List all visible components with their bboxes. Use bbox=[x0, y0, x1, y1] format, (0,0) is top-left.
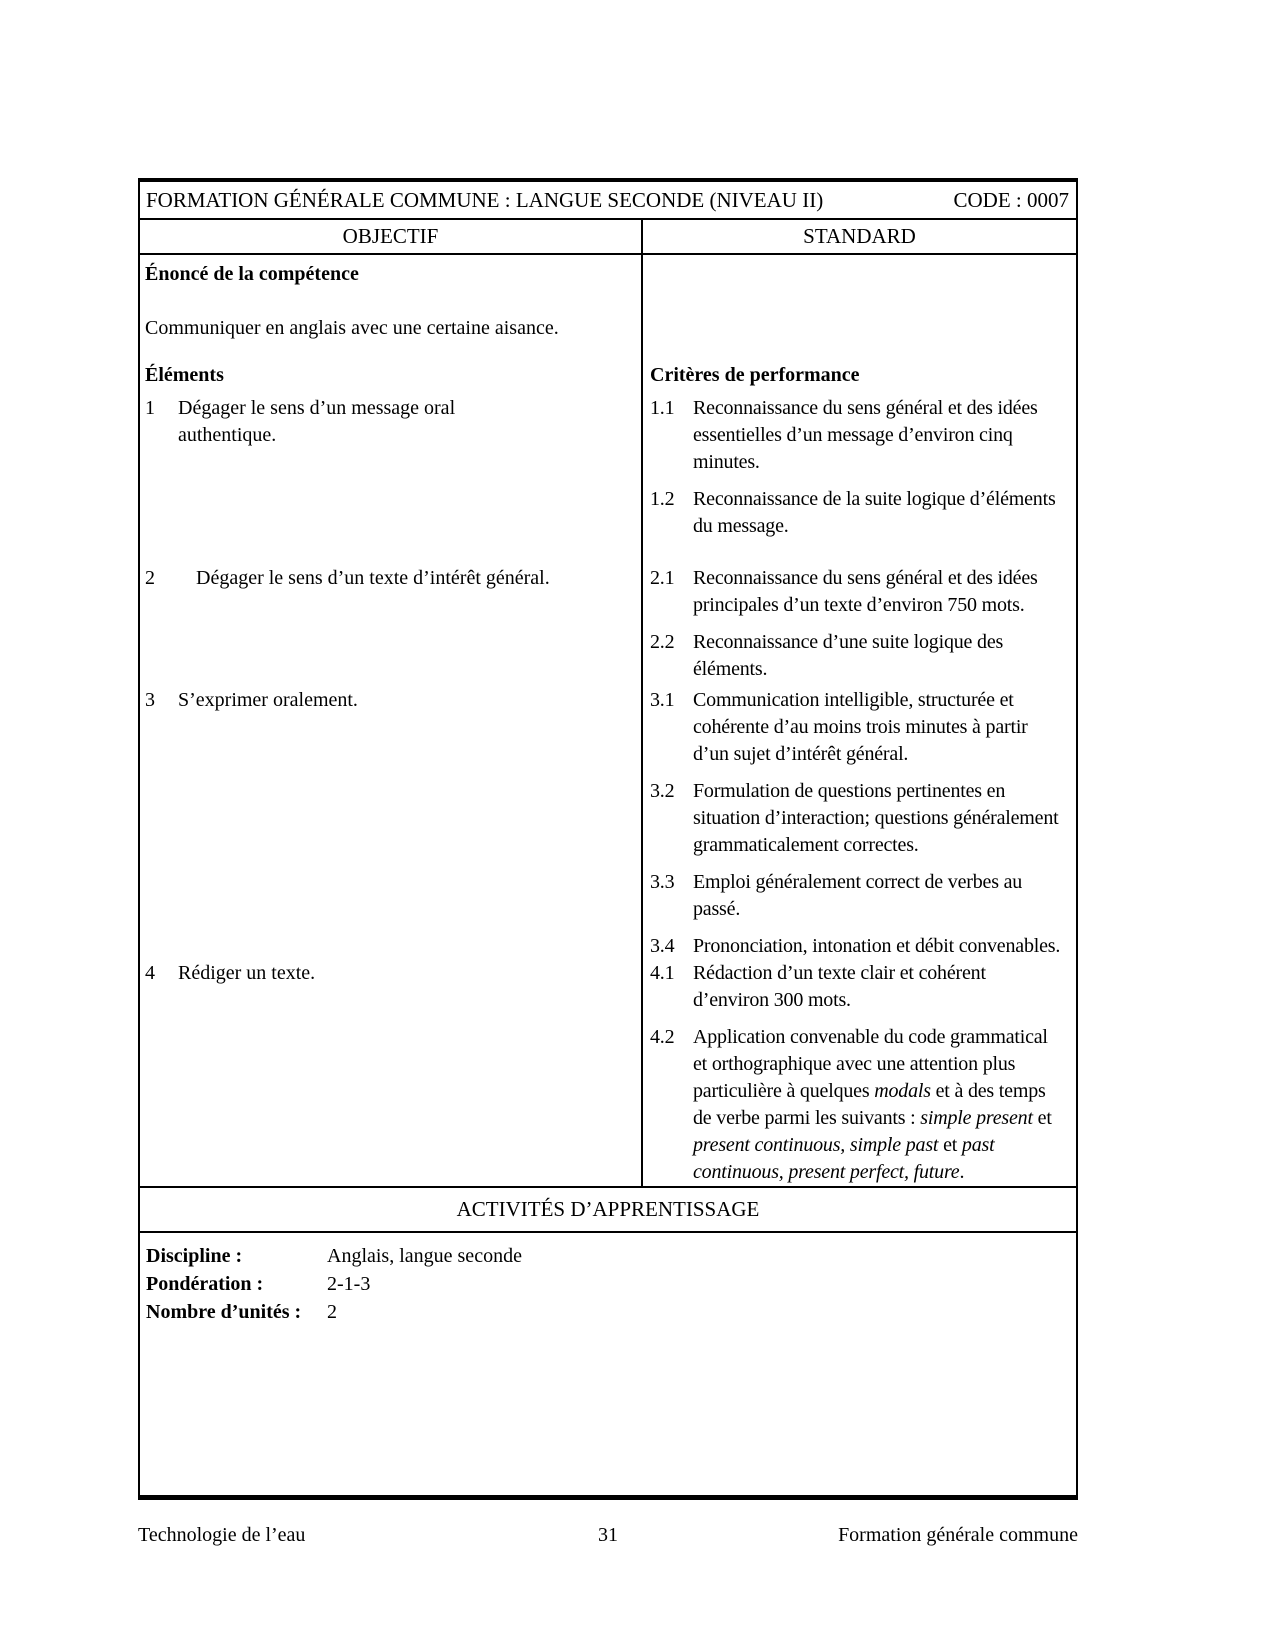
field-value: Anglais, langue seconde bbox=[327, 1245, 522, 1267]
element-item bbox=[145, 960, 631, 987]
element-text: S’exprimer oralement. bbox=[178, 689, 358, 711]
criterion-number: 3.4 bbox=[650, 935, 675, 957]
criterion-number: 4.1 bbox=[650, 962, 675, 984]
activities-row bbox=[140, 1186, 1076, 1233]
criterion-text: Prononciation, intonation et débit convenables. bbox=[693, 935, 1061, 957]
element-text: Dégager le sens d’un texte d’intérêt général. bbox=[196, 567, 550, 589]
element-criteria-row bbox=[140, 395, 1076, 565]
criterion-item bbox=[650, 960, 1072, 1014]
enonce-text: Communiquer en anglais avec une certaine aisance. bbox=[145, 317, 559, 339]
element-number: 2 bbox=[145, 567, 155, 589]
activities-field-row bbox=[146, 1270, 1076, 1298]
elements-heading: Éléments bbox=[145, 364, 224, 386]
criterion-item bbox=[650, 778, 1072, 859]
column-header-standard: STANDARD bbox=[641, 220, 1076, 253]
element-cell bbox=[140, 960, 641, 1186]
criteria-cell bbox=[641, 565, 1076, 687]
footer-section: Formation générale commune bbox=[838, 1524, 1078, 1546]
criterion-number: 1.1 bbox=[650, 397, 675, 419]
criterion-number: 2.2 bbox=[650, 631, 675, 653]
criterion-number: 1.2 bbox=[650, 488, 675, 510]
section-headings-row bbox=[140, 362, 1076, 395]
column-headers-row bbox=[140, 220, 1076, 255]
table-title-row bbox=[140, 182, 1076, 220]
criterion-item bbox=[650, 629, 1072, 683]
criterion-number: 3.1 bbox=[650, 689, 675, 711]
element-number: 4 bbox=[145, 962, 155, 984]
enonce-heading: Énoncé de la compétence bbox=[145, 263, 359, 285]
criterion-text: Rédaction d’un texte clair et cohérent d’environ 300 mots. bbox=[693, 962, 986, 1011]
element-cell bbox=[140, 565, 641, 687]
elements-criteria-rows bbox=[140, 395, 1076, 1186]
element-text: Rédiger un texte. bbox=[178, 962, 316, 984]
activities-details-box bbox=[140, 1233, 1076, 1495]
criteres-heading: Critères de performance bbox=[641, 362, 1076, 395]
criterion-text: Reconnaissance du sens général et des idées essentielles d’un message d’environ cinq minutes. bbox=[693, 397, 1038, 473]
course-code: CODE : 0007 bbox=[953, 187, 1069, 212]
criterion-text: Reconnaissance d’une suite logique des éléments. bbox=[693, 631, 1004, 680]
field-label: Pondération : bbox=[146, 1273, 264, 1295]
element-number: 1 bbox=[145, 397, 155, 419]
criterion-item bbox=[650, 395, 1072, 476]
criterion-text: Reconnaissance de la suite logique d’éléments du message. bbox=[693, 488, 1056, 537]
enonce-block bbox=[140, 255, 641, 362]
criterion-text: Application convenable du code grammatical et orthographique avec une attention plus particulière à quelques modals et à des temps de verbe parmi les suivants : simple present et present continuous, simple past et past continuous, present perfect, future. bbox=[693, 1026, 1052, 1183]
document-title: FORMATION GÉNÉRALE COMMUNE : LANGUE SECONDE (NIVEAU II) bbox=[146, 187, 824, 212]
criterion-number: 2.1 bbox=[650, 567, 675, 589]
footer-page-number: 31 bbox=[597, 1524, 618, 1546]
criteria-cell bbox=[641, 960, 1076, 1186]
element-item bbox=[145, 395, 631, 449]
criterion-item bbox=[650, 687, 1072, 768]
element-criteria-row bbox=[140, 960, 1076, 1186]
footer-program: Technologie de l’eau bbox=[138, 1524, 306, 1546]
criterion-item bbox=[650, 933, 1072, 960]
course-description-table bbox=[138, 178, 1078, 1500]
column-header-objectif: OBJECTIF bbox=[342, 224, 439, 248]
criterion-text: Formulation de questions pertinentes en situation d’interaction; questions généralement grammaticalement correctes. bbox=[693, 780, 1059, 856]
element-cell bbox=[140, 395, 641, 565]
competence-row bbox=[140, 255, 1076, 362]
element-item bbox=[145, 565, 631, 592]
element-cell bbox=[140, 687, 641, 960]
criterion-item bbox=[650, 1024, 1072, 1186]
criteria-cell bbox=[641, 395, 1076, 565]
criterion-text: Emploi généralement correct de verbes au passé. bbox=[693, 871, 1023, 920]
criterion-text: Reconnaissance du sens général et des idées principales d’un texte d’environ 750 mots. bbox=[693, 567, 1038, 616]
criterion-number: 4.2 bbox=[650, 1026, 675, 1048]
criterion-item bbox=[650, 565, 1072, 619]
criterion-item bbox=[650, 869, 1072, 923]
criterion-item bbox=[650, 486, 1072, 540]
field-label: Discipline : bbox=[146, 1245, 243, 1267]
criterion-text: Communication intelligible, structurée et cohérente d’au moins trois minutes à partir d’un sujet d’intérêt général. bbox=[693, 689, 1028, 765]
element-text: Dégager le sens d’un message oral authentique. bbox=[178, 397, 456, 446]
field-value: 2-1-3 bbox=[327, 1273, 371, 1295]
activities-title: ACTIVITÉS D’APPRENTISSAGE bbox=[456, 1197, 760, 1221]
field-value: 2 bbox=[327, 1301, 337, 1323]
empty-standard-cell bbox=[641, 255, 1076, 362]
element-item bbox=[145, 687, 631, 714]
criterion-number: 3.2 bbox=[650, 780, 675, 802]
table-body bbox=[140, 255, 1076, 1186]
element-criteria-row bbox=[140, 565, 1076, 687]
element-number: 3 bbox=[145, 689, 155, 711]
page-footer bbox=[138, 1524, 1078, 1547]
criteria-cell bbox=[641, 687, 1076, 960]
activities-field-row bbox=[146, 1298, 1076, 1326]
activities-field-row bbox=[146, 1242, 1076, 1270]
element-criteria-row bbox=[140, 687, 1076, 960]
field-label: Nombre d’unités : bbox=[146, 1301, 302, 1323]
criterion-number: 3.3 bbox=[650, 871, 675, 893]
